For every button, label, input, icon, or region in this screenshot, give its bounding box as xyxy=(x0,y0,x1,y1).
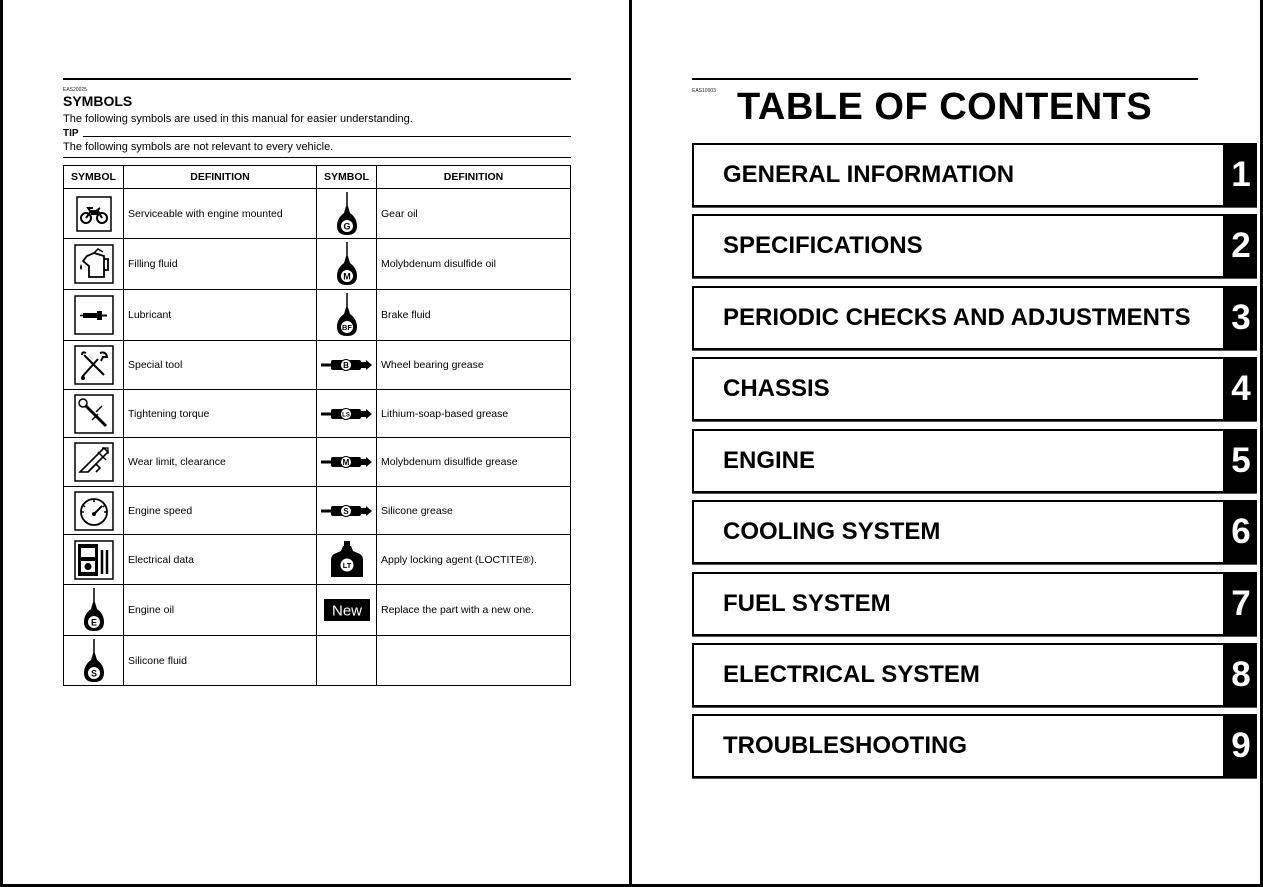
toc-label: GENERAL INFORMATION xyxy=(723,161,1015,188)
new-label: New xyxy=(331,602,362,620)
definition-text: Molybdenum disulfide oil xyxy=(377,239,571,290)
page-divider xyxy=(629,0,632,887)
tip-text: The following symbols are not relevant to every vehicle. xyxy=(63,141,334,153)
definition-text: Electrical data xyxy=(124,535,317,585)
symbols-table xyxy=(63,165,571,686)
grease-letter: B xyxy=(342,361,349,370)
grease-letter: S xyxy=(342,506,349,516)
grease-letter: M xyxy=(342,458,349,467)
oil-letter: E xyxy=(90,617,97,628)
caliper-icon xyxy=(64,438,124,487)
molybdenum-grease-icon xyxy=(317,438,377,487)
tip-rule xyxy=(83,136,571,137)
header-rule xyxy=(692,78,1198,80)
oil-letter: M xyxy=(342,271,351,282)
section-code: EAS20025 xyxy=(63,87,87,93)
toc-number-tab: 1 xyxy=(1223,145,1257,205)
definition-text: Silicone grease xyxy=(377,487,571,535)
special-tool-icon xyxy=(64,341,124,390)
toc-label: ENGINE xyxy=(723,447,816,474)
table-row xyxy=(64,636,571,686)
intro-text: The following symbols are used in this manual for easier understanding. xyxy=(63,113,413,125)
tip-bottom-rule xyxy=(63,157,571,158)
page-frame-left xyxy=(0,0,3,887)
column-header: DEFINITION xyxy=(124,166,317,189)
filling-fluid-icon xyxy=(64,239,124,290)
definition-text: Serviceable with engine mounted xyxy=(124,189,317,239)
locking-letter: LT xyxy=(342,560,351,570)
table-row xyxy=(64,341,571,390)
toc-entry-periodic-checks[interactable] xyxy=(692,286,1257,350)
toc-number-tab: 5 xyxy=(1223,431,1257,491)
toc-label: COOLING SYSTEM xyxy=(723,518,941,545)
section-code: EAS10003 xyxy=(692,88,716,94)
table-row xyxy=(64,290,571,341)
table-row xyxy=(64,189,571,239)
toc-number-tab: 4 xyxy=(1223,359,1257,419)
toc-entry-engine[interactable] xyxy=(692,429,1257,493)
engine-oil-icon xyxy=(64,585,124,636)
toc-entry-cooling-system[interactable] xyxy=(692,500,1257,564)
page-title: TABLE OF CONTENTS xyxy=(737,86,1153,128)
silicone-fluid-icon xyxy=(64,636,124,686)
header-rule xyxy=(63,78,571,80)
toc-entry-specifications[interactable] xyxy=(692,214,1257,278)
definition-text: Silicone fluid xyxy=(124,636,317,686)
toc-entry-fuel-system[interactable] xyxy=(692,572,1257,636)
toc-number-tab: 9 xyxy=(1223,716,1257,776)
definition-text: Wheel bearing grease xyxy=(377,341,571,390)
new-part-icon xyxy=(317,585,377,636)
column-header: SYMBOL xyxy=(317,166,377,189)
toc-entry-troubleshooting[interactable] xyxy=(692,714,1257,778)
toc-label: FUEL SYSTEM xyxy=(723,590,891,617)
multimeter-icon xyxy=(64,535,124,585)
toc-entry-general-information[interactable] xyxy=(692,143,1257,207)
table-row xyxy=(64,535,571,585)
definition-text: Lubricant xyxy=(124,290,317,341)
definition-text: Lithium-soap-based grease xyxy=(377,390,571,438)
definition-text: Engine oil xyxy=(124,585,317,636)
definition-text: Molybdenum disulfide grease xyxy=(377,438,571,487)
toc-label: ELECTRICAL SYSTEM xyxy=(723,661,980,688)
motorcycle-icon xyxy=(64,189,124,239)
lubricant-icon xyxy=(64,290,124,341)
table-row xyxy=(64,239,571,290)
section-title: SYMBOLS xyxy=(63,93,133,109)
toc-label: PERIODIC CHECKS AND ADJUSTMENTS xyxy=(723,304,1191,331)
column-header: DEFINITION xyxy=(377,166,571,189)
toc-label: CHASSIS xyxy=(723,375,830,402)
toc-number-tab: 2 xyxy=(1223,216,1257,276)
table-header-row xyxy=(64,166,571,189)
definition-text: Apply locking agent (LOCTITE®). xyxy=(377,535,571,585)
definition-text: Engine speed xyxy=(124,487,317,535)
torque-wrench-icon xyxy=(64,390,124,438)
table-row xyxy=(64,390,571,438)
toc-entry-chassis[interactable] xyxy=(692,357,1257,421)
definition-text: Special tool xyxy=(124,341,317,390)
oil-letter: BF xyxy=(341,323,352,332)
table-row xyxy=(64,585,571,636)
table-row xyxy=(64,487,571,535)
tip-label: TIP xyxy=(63,128,79,139)
locking-agent-icon xyxy=(317,535,377,585)
tachometer-icon xyxy=(64,487,124,535)
toc-label: TROUBLESHOOTING xyxy=(723,732,967,759)
toc-entry-electrical-system[interactable] xyxy=(692,643,1257,707)
silicone-grease-icon xyxy=(317,487,377,535)
definition-text xyxy=(377,636,571,686)
brake-fluid-icon xyxy=(317,290,377,341)
oil-letter: S xyxy=(90,668,97,678)
definition-text: Brake fluid xyxy=(377,290,571,341)
definition-text: Wear limit, clearance xyxy=(124,438,317,487)
wheel-bearing-grease-icon xyxy=(317,341,377,390)
toc-number-tab: 8 xyxy=(1223,645,1257,705)
lithium-grease-icon xyxy=(317,390,377,438)
toc-label: SPECIFICATIONS xyxy=(723,232,923,259)
empty-symbol-cell xyxy=(317,636,377,686)
toc-number-tab: 6 xyxy=(1223,502,1257,562)
definition-text: Replace the part with a new one. xyxy=(377,585,571,636)
definition-text: Tightening torque xyxy=(124,390,317,438)
molybdenum-oil-icon xyxy=(317,239,377,290)
grease-letter: LS xyxy=(341,412,350,418)
toc-number-tab: 7 xyxy=(1223,574,1257,634)
column-header: SYMBOL xyxy=(64,166,124,189)
toc-number-tab: 3 xyxy=(1223,288,1257,348)
gear-oil-icon xyxy=(317,189,377,239)
oil-letter: G xyxy=(342,221,351,231)
definition-text: Filling fluid xyxy=(124,239,317,290)
table-row xyxy=(64,438,571,487)
definition-text: Gear oil xyxy=(377,189,571,239)
